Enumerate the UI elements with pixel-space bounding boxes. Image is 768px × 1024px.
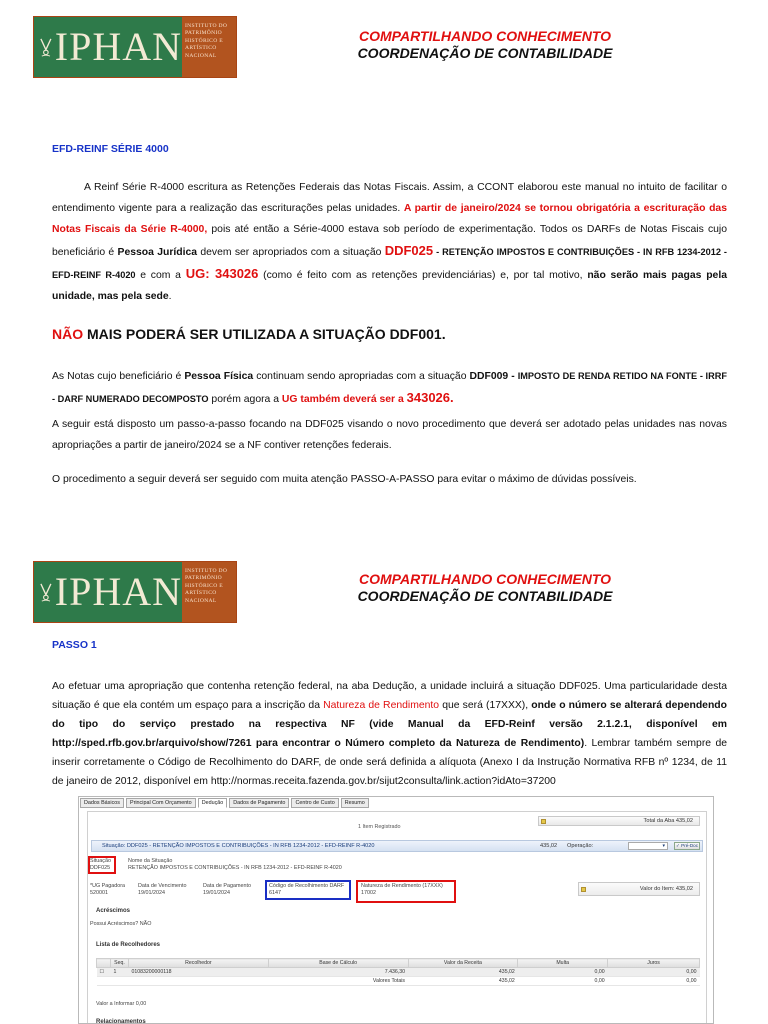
situacao-field: Situação DDF025 [90, 858, 111, 871]
note-icon [581, 887, 586, 892]
header-line-sharing: COMPARTILHANDO CONHECIMENTO [359, 571, 611, 587]
acrescimos-question: Possui Acréscimos? NÃO [90, 921, 152, 927]
valor-a-informar: Valor a Informar 0,00 [96, 1001, 147, 1007]
tab-resumo[interactable]: Resumo [341, 798, 369, 808]
logo-institute-name: INSTITUTO DO PATRIMÔNIO HISTÓRICO E ARTÍSTICO NACIONAL [182, 17, 236, 77]
header-text [317, 571, 653, 605]
ug-pagadora-field[interactable]: *UG Pagadora 520001 [90, 883, 126, 896]
logo-word: IPHAN [54, 24, 182, 69]
situacao-bar[interactable]: Situação: DDF025 - RETENÇÃO IMPOSTOS E CONTRIBUIÇÕES - IN RFB 1234-2012 - EFD-REINF R-4020 435,02 Operação: ▾ ✓ Pré-Doc [91, 840, 703, 852]
data-pagamento-field[interactable]: Data de Pagamento 19/01/2024 [203, 883, 251, 896]
tab-dados-basicos[interactable]: Dados Básicos [80, 798, 124, 808]
recolhedores-table: Seq. Recolhedor Base de Cálculo Valor da Receita Multa Juros ☐ 1 01083200000118 7.436,30 435,02 0,00 0,00 Valores Totais 435,02 0,00 0,00 [96, 958, 700, 986]
logo-word: IPHAN [54, 569, 182, 614]
row-checkbox[interactable]: ☐ [97, 968, 111, 977]
operacao-label: Operação: [567, 843, 594, 849]
header-line-coordination: COORDENAÇÃO DE CONTABILIDADE [357, 45, 613, 61]
logo-mark [34, 17, 182, 77]
valor-do-item: Valor do Item: 435,02 [578, 882, 700, 896]
tab-centro-de-custo[interactable]: Centro de Custo [291, 798, 338, 808]
header-line-sharing: COMPARTILHANDO CONHECIMENTO [359, 28, 611, 44]
lista-recolhedores-title: Lista de Recolhedores [96, 942, 161, 948]
operacao-select[interactable]: ▾ [628, 842, 668, 850]
pre-doc-button[interactable]: ✓ Pré-Doc [676, 843, 698, 848]
items-registered: 1 Item Registrado [358, 824, 401, 830]
paragraph-intro: A Reinf Série R-4000 escritura as Retenções Federais das Notas Fiscais. Assim, a CCONT elaborou este manual no intuito de facilitar o entendimento vigente para a realização das escriturações pelas unidades. A partir de janeiro/2024 se tornou obrigatória a escrituração das Notas Fiscais da Série R-4000, pois até então a Série-4000 estava sob período de experimentação. Todos os DARFs de Notas Fiscais cujo beneficiário é Pessoa Jurídica devem ser apropriados com a situação DDF025 - RETENÇÃO IMPOSTOS E CONTRIBUIÇÕES - IN RFB 1234-2012 - EFD-REINF R-4020 e com a UG: 343026 (como é feito com as retenções previdenciárias) e, por tal motivo, não serão mais pagas pela unidade, mas pela sede. [52, 182, 727, 302]
tab-deducao[interactable]: Dedução [198, 798, 228, 808]
total-aba: Total da Aba 435,02 [538, 816, 700, 826]
highlight-codigo-recolhimento [265, 880, 351, 900]
iphan-emblem-icon [40, 23, 52, 71]
page-header-1 [33, 16, 733, 78]
siafi-screenshot [78, 796, 714, 1024]
paragraph-pessoa-fisica: As Notas cujo beneficiário é Pessoa Física continuam sendo apropriadas com a situação DDF009 - IMPOSTO DE RENDA RETIDO NA FONTE - IRRF - DARF NUMERADO DECOMPOSTO porém agora a UG também deverá ser a 343026. [52, 371, 727, 405]
codigo-recolhimento-field[interactable]: Código de Recolhimento DARF 6147 [269, 883, 345, 896]
tab-principal-com-orcamento[interactable]: Principal Com Orçamento [126, 798, 196, 808]
situacao-value: 435,02 [540, 843, 558, 849]
acrescimos-title: Acréscimos [96, 908, 131, 914]
relacionamentos-title: Relacionamentos [96, 1019, 146, 1024]
paragraph-passo-a-passo: A seguir está disposto um passo-a-passo focando na DDF025 visando o novo procedimento que deverá ser adotado pelas unidades nas novas apropriações a partir de janeiro/2024 se a NF contiver retenções federais. [52, 419, 727, 451]
section-title-efd-reinf: EFD-REINF SÉRIE 4000 [52, 143, 169, 155]
table-row[interactable]: ☐ 1 01083200000118 7.436,30 435,02 0,00 0,00 [97, 968, 700, 977]
natureza-rendimento-field[interactable]: Natureza de Rendimento (17XXX) 17002 [361, 883, 443, 896]
section-title-passo-1: PASSO 1 [52, 639, 97, 651]
deducao-panel [87, 811, 707, 1024]
logo-institute-name: INSTITUTO DO PATRIMÔNIO HISTÓRICO E ARTÍSTICO NACIONAL [182, 562, 236, 622]
tab-bar [80, 798, 369, 808]
nome-situacao-field: Nome da Situação RETENÇÃO IMPOSTOS E CONTRIBUIÇÕES - IN RFB 1234-2012 - EFD-REINF R-4020 [128, 858, 342, 871]
highlight-situacao [88, 856, 116, 874]
header-line-coordination: COORDENAÇÃO DE CONTABILIDADE [357, 588, 613, 604]
page-header-2 [33, 561, 733, 623]
note-icon [541, 819, 546, 824]
logo-mark [34, 562, 182, 622]
iphan-emblem-icon [40, 568, 52, 616]
paragraph-atencao: O procedimento a seguir deverá ser seguido com muita atenção PASSO-A-PASSO para evitar o máximo de dúvidas possíveis. [52, 474, 637, 485]
iphan-logo [33, 561, 237, 623]
warning-ddf001: NÃO MAIS PODERÁ SER UTILIZADA A SITUAÇÃO DDF001. [52, 326, 446, 342]
header-text [317, 28, 653, 62]
highlight-natureza-rendimento [356, 880, 456, 903]
totals-row: Valores Totais 435,02 0,00 0,00 [97, 977, 700, 986]
tab-dados-de-pagamento[interactable]: Dados de Pagamento [229, 798, 289, 808]
paragraph-passo-1: Ao efetuar uma apropriação que contenha retenção federal, na aba Dedução, a unidade incluirá a situação DDF025. Uma particularidade desta situação é que ela contém um espaço para a inscrição da Natureza de Rendimento que será (17XXX), onde o número se alterará dependendo do tipo do serviço prestado na respectiva NF (vide Manual da EFD-Reinf versão 2.1.2.1, disponível em http://sped.rfb.gov.br/arquivo/show/7261 para encontrar o Número completo da Natureza de Rendimento). Lembrar também sempre de inserir corretamente o Código de Recolhimento do DARF, de onde será definida a alíquota (Anexo I da Instrução Normativa RFB nº 1234, de 11 de janeiro de 2012, disponível em http://normas.receita.fazenda.gov.br/sijut2consulta/link.action?idAto=37200 [52, 681, 727, 787]
data-vencimento-field[interactable]: Data de Vencimento 19/01/2024 [138, 883, 187, 896]
iphan-logo [33, 16, 237, 78]
